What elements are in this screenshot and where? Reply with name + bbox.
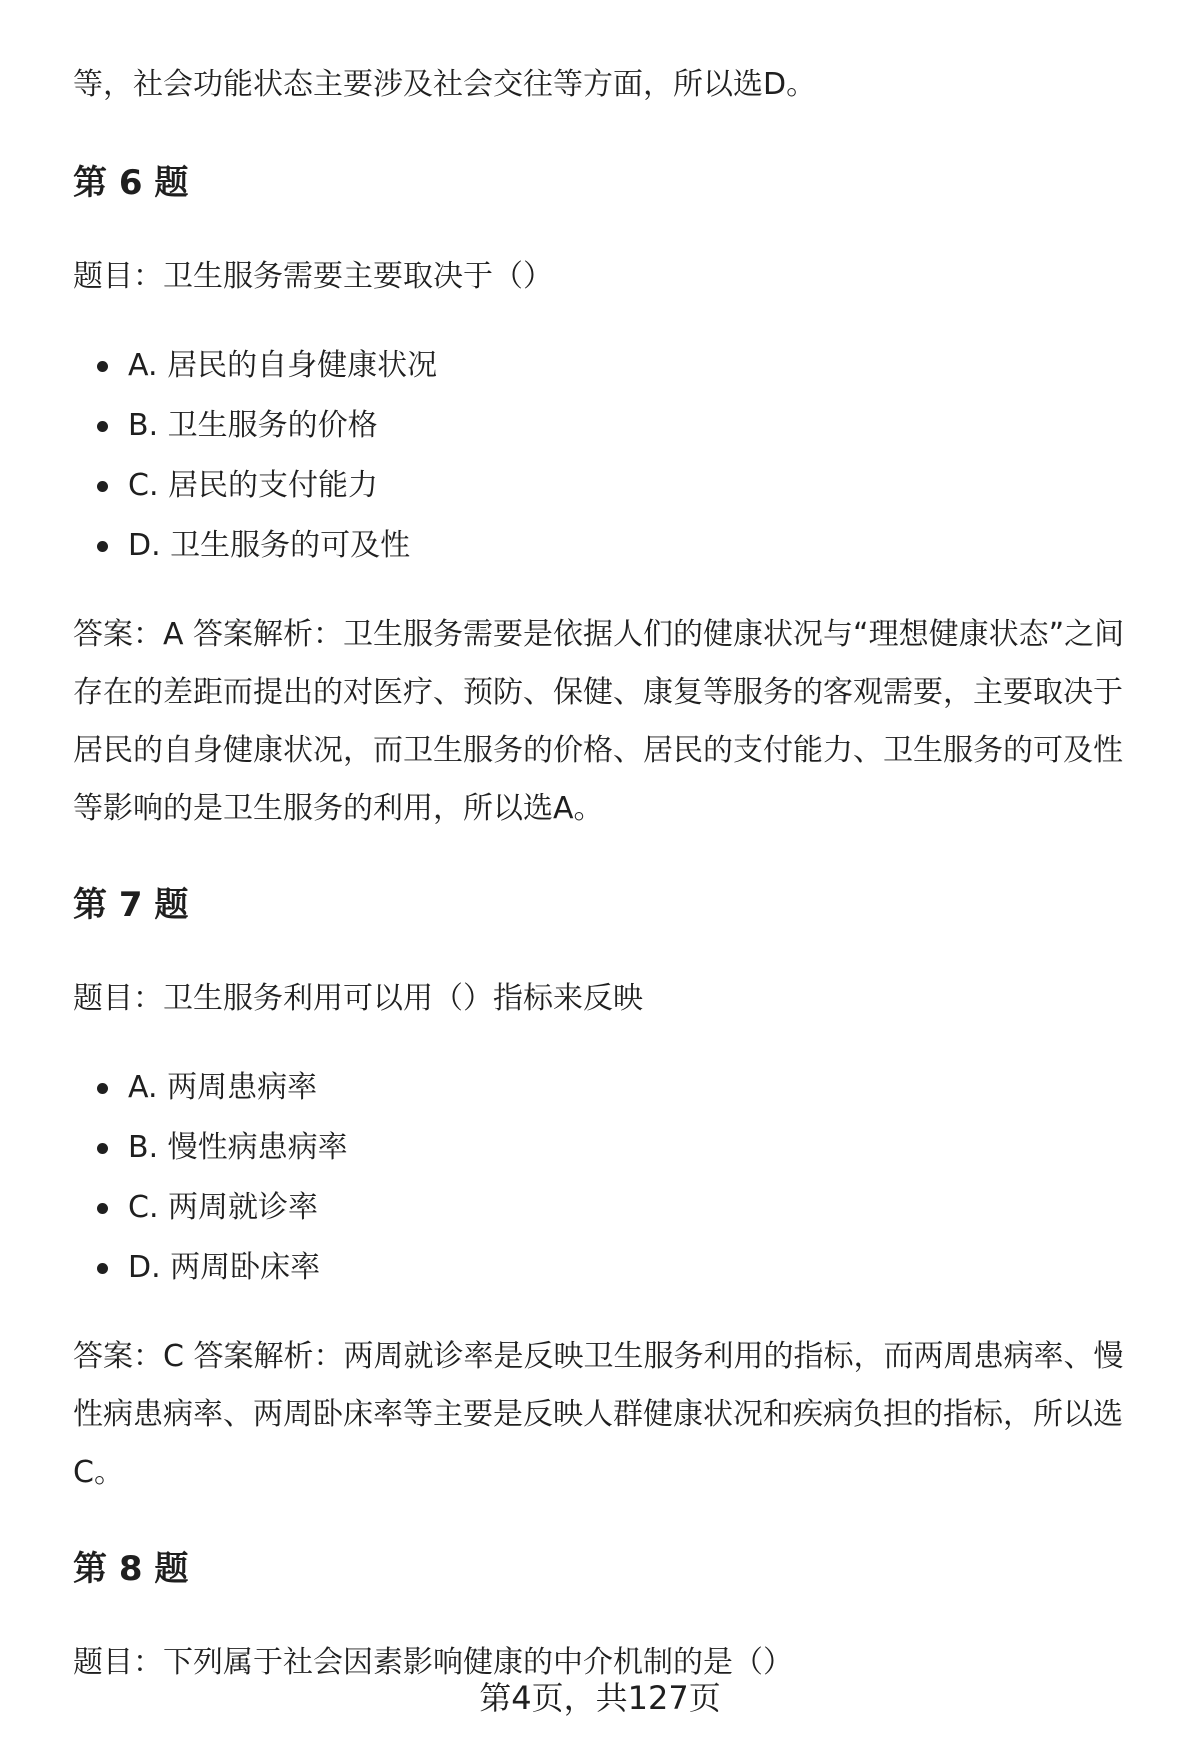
option-label: A. 两周患病率	[128, 1070, 318, 1105]
bullet-icon	[97, 421, 108, 432]
document-page	[73, 56, 1133, 1692]
option-item	[73, 336, 1133, 396]
intro-text: 等，社会功能状态主要涉及社会交往等方面，所以选D。	[73, 67, 817, 102]
bullet-icon	[97, 541, 108, 552]
options-list	[73, 1058, 1133, 1298]
option-item	[73, 1058, 1133, 1118]
bullet-icon	[97, 1083, 108, 1094]
answer-explanation: 答案：C 答案解析：两周就诊率是反映卫生服务利用的指标，而两周患病率、慢性病患病率、两周卧床率等主要是反映人群健康状况和疾病负担的指标，所以选C。	[73, 1339, 1124, 1490]
question-6	[73, 158, 1133, 838]
option-label: B. 卫生服务的价格	[128, 408, 378, 443]
option-label: C. 两周就诊率	[128, 1190, 319, 1225]
answer-explanation: 答案：A 答案解析：卫生服务需要是依据人们的健康状况与“理想健康状态”之间存在的差距而提出的对医疗、预防、保健、康复等服务的客观需要，主要取决于居民的自身健康状况，而卫生服务的价格、居民的支付能力、卫生服务的可及性等影响的是卫生服务的利用，所以选A。	[73, 617, 1125, 826]
option-item	[73, 1238, 1133, 1298]
options-list	[73, 336, 1133, 576]
question-heading: 第 8 题	[73, 1549, 189, 1589]
option-label: B. 慢性病患病率	[128, 1130, 348, 1165]
question-text: 题目：下列属于社会因素影响健康的中介机制的是（）	[73, 1645, 793, 1680]
option-label: D. 卫生服务的可及性	[128, 528, 411, 563]
option-label: A. 居民的自身健康状况	[128, 348, 438, 383]
option-label: C. 居民的支付能力	[128, 468, 379, 503]
option-item	[73, 456, 1133, 516]
bullet-icon	[97, 1143, 108, 1154]
question-heading: 第 7 题	[73, 885, 189, 925]
question-7	[73, 880, 1133, 1502]
question-text: 题目：卫生服务利用可以用（）指标来反映	[73, 981, 643, 1016]
bullet-icon	[97, 1263, 108, 1274]
option-item	[73, 1118, 1133, 1178]
option-item	[73, 516, 1133, 576]
option-item	[73, 396, 1133, 456]
bullet-icon	[97, 361, 108, 372]
option-label: D. 两周卧床率	[128, 1250, 321, 1285]
bullet-icon	[97, 1203, 108, 1214]
bullet-icon	[97, 481, 108, 492]
question-8	[73, 1544, 1133, 1692]
page-footer: 第4页，共127页	[479, 1679, 721, 1717]
question-heading: 第 6 题	[73, 163, 189, 203]
option-item	[73, 1178, 1133, 1238]
question-text: 题目：卫生服务需要主要取决于（）	[73, 259, 553, 294]
